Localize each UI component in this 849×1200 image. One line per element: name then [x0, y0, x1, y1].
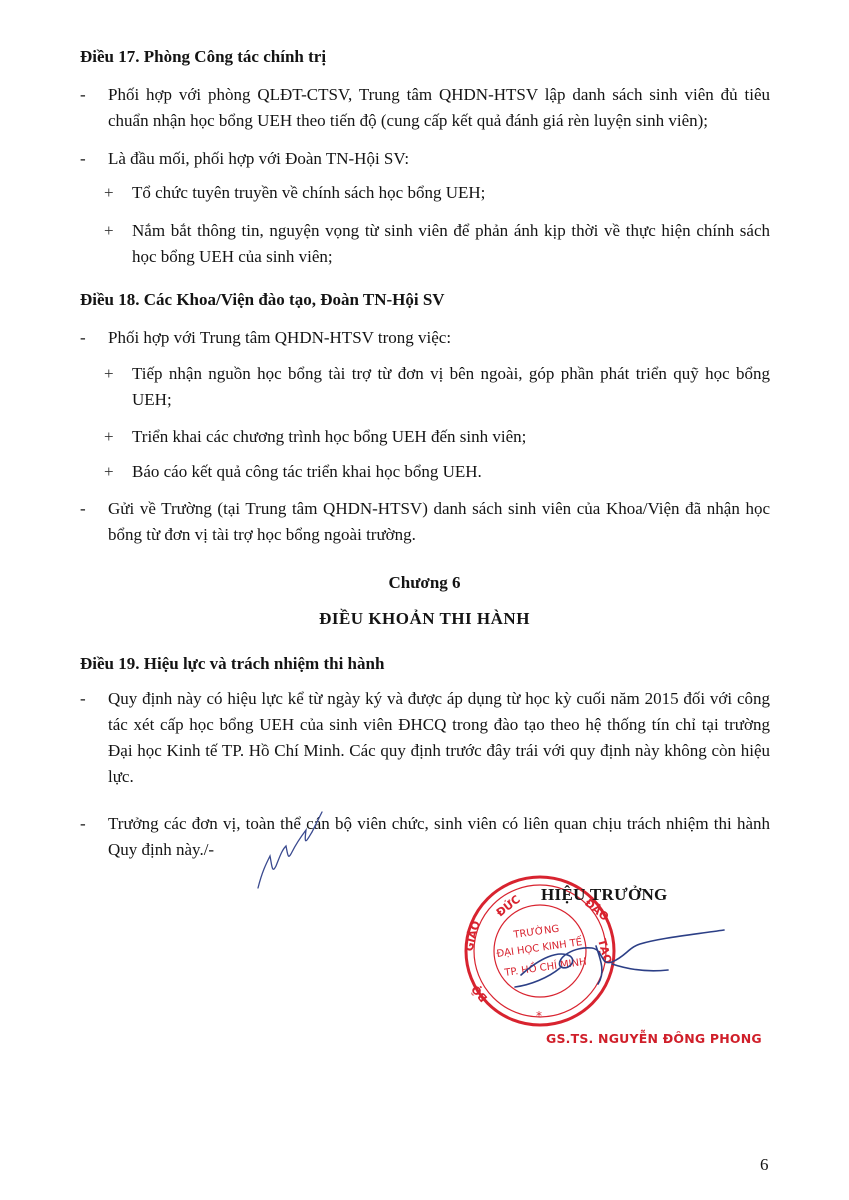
svg-text:TẠO: TẠO: [595, 937, 615, 966]
svg-text:ĐÀO: ĐÀO: [582, 896, 612, 924]
svg-text:ĐỨC: ĐỨC: [493, 892, 523, 920]
plus-marker: +: [104, 462, 114, 481]
chapter-number: Chương 6: [388, 573, 461, 592]
signature-title: HIỆU TRƯỞNG: [541, 885, 668, 904]
article-19-item-2-text: Trưởng các đơn vị, toàn thể cán bộ viên chức, sinh viên có liên quan chịu trách nhiệm thi hành Quy định này./-: [108, 814, 770, 859]
article-18-heading: Điều 18. Các Khoa/Viện đào tạo, Đoàn TN-Hội SV: [80, 290, 445, 309]
article-17-item-2-text: Là đầu mối, phối hợp với Đoàn TN-Hội SV:: [108, 149, 410, 168]
dash-marker: -: [80, 149, 86, 168]
article-19-heading: Điều 19. Hiệu lực và trách nhiệm thi hành: [80, 654, 385, 673]
article-17-subitem-2-text: Nắm bắt thông tin, nguyện vọng từ sinh viên để phản ánh kịp thời về thực hiện chính sách học bổng UEH của sinh viên;: [132, 221, 770, 266]
dash-marker: -: [80, 85, 86, 104]
article-18-subitem-3-text: Báo cáo kết quả công tác triển khai học bổng UEH.: [132, 462, 482, 481]
article-18-item-2-text: Gửi về Trường (tại Trung tâm QHDN-HTSV) danh sách sinh viên của Khoa/Viện đã nhận học bổng từ đơn vị tài trợ học bổng ngoài trường.: [108, 499, 770, 544]
article-18-subitem-2-text: Triển khai các chương trình học bổng UEH đến sinh viên;: [132, 427, 527, 446]
dash-marker: -: [80, 499, 86, 518]
plus-marker: +: [104, 221, 114, 240]
article-17-heading: Điều 17. Phòng Công tác chính trị: [80, 47, 327, 66]
svg-text:TRƯỜNG: TRƯỜNG: [512, 923, 560, 941]
plus-marker: +: [104, 427, 114, 446]
dash-marker: -: [80, 689, 86, 708]
dash-marker: -: [80, 814, 86, 833]
article-17-item-1-text: Phối hợp với phòng QLĐT-CTSV, Trung tâm QHDN-HTSV lập danh sách sinh viên đủ tiêu chuẩn nhận học bổng UEH theo tiến độ (cung cấp kết quả đánh giá rèn luyện sinh viên);: [108, 85, 770, 130]
svg-text:TP. HỒ CHÍ MINH: TP. HỒ CHÍ MINH: [503, 956, 588, 979]
chapter-title: ĐIỀU KHOẢN THI HÀNH: [319, 609, 530, 628]
svg-text:GIÁO: GIÁO: [462, 919, 483, 953]
article-17-subitem-1-text: Tổ chức tuyên truyền về chính sách học bổng UEH;: [132, 183, 486, 202]
dash-marker: -: [80, 328, 86, 347]
svg-text:BỘ: BỘ: [468, 982, 491, 1005]
plus-marker: +: [104, 364, 114, 383]
plus-marker: +: [104, 183, 114, 202]
svg-text:*: *: [536, 1009, 542, 1023]
article-18-subitem-1-text: Tiếp nhận nguồn học bổng tài trợ từ đơn vị bên ngoài, góp phần phát triển quỹ học bổng UEH;: [132, 364, 770, 409]
page-number: 6: [760, 1155, 769, 1174]
signer-name: GS.TS. NGUYỄN ĐÔNG PHONG: [546, 1031, 762, 1046]
article-18-item-1-text: Phối hợp với Trung tâm QHDN-HTSV trong việc:: [108, 328, 452, 347]
svg-text:ĐẠI HỌC KINH TẾ: ĐẠI HỌC KINH TẾ: [495, 937, 583, 960]
article-19-item-1-text: Quy định này có hiệu lực kể từ ngày ký và được áp dụng từ học kỳ cuối năm 2015 đối với công tác xét cấp học bổng UEH của sinh viên ĐHCQ trong đào tạo theo hệ thống tín chỉ tại trường Đại học Kinh tế TP. Hồ Chí Minh. Các quy định trước đây trái với quy định này không còn hiệu lực.: [108, 689, 770, 786]
